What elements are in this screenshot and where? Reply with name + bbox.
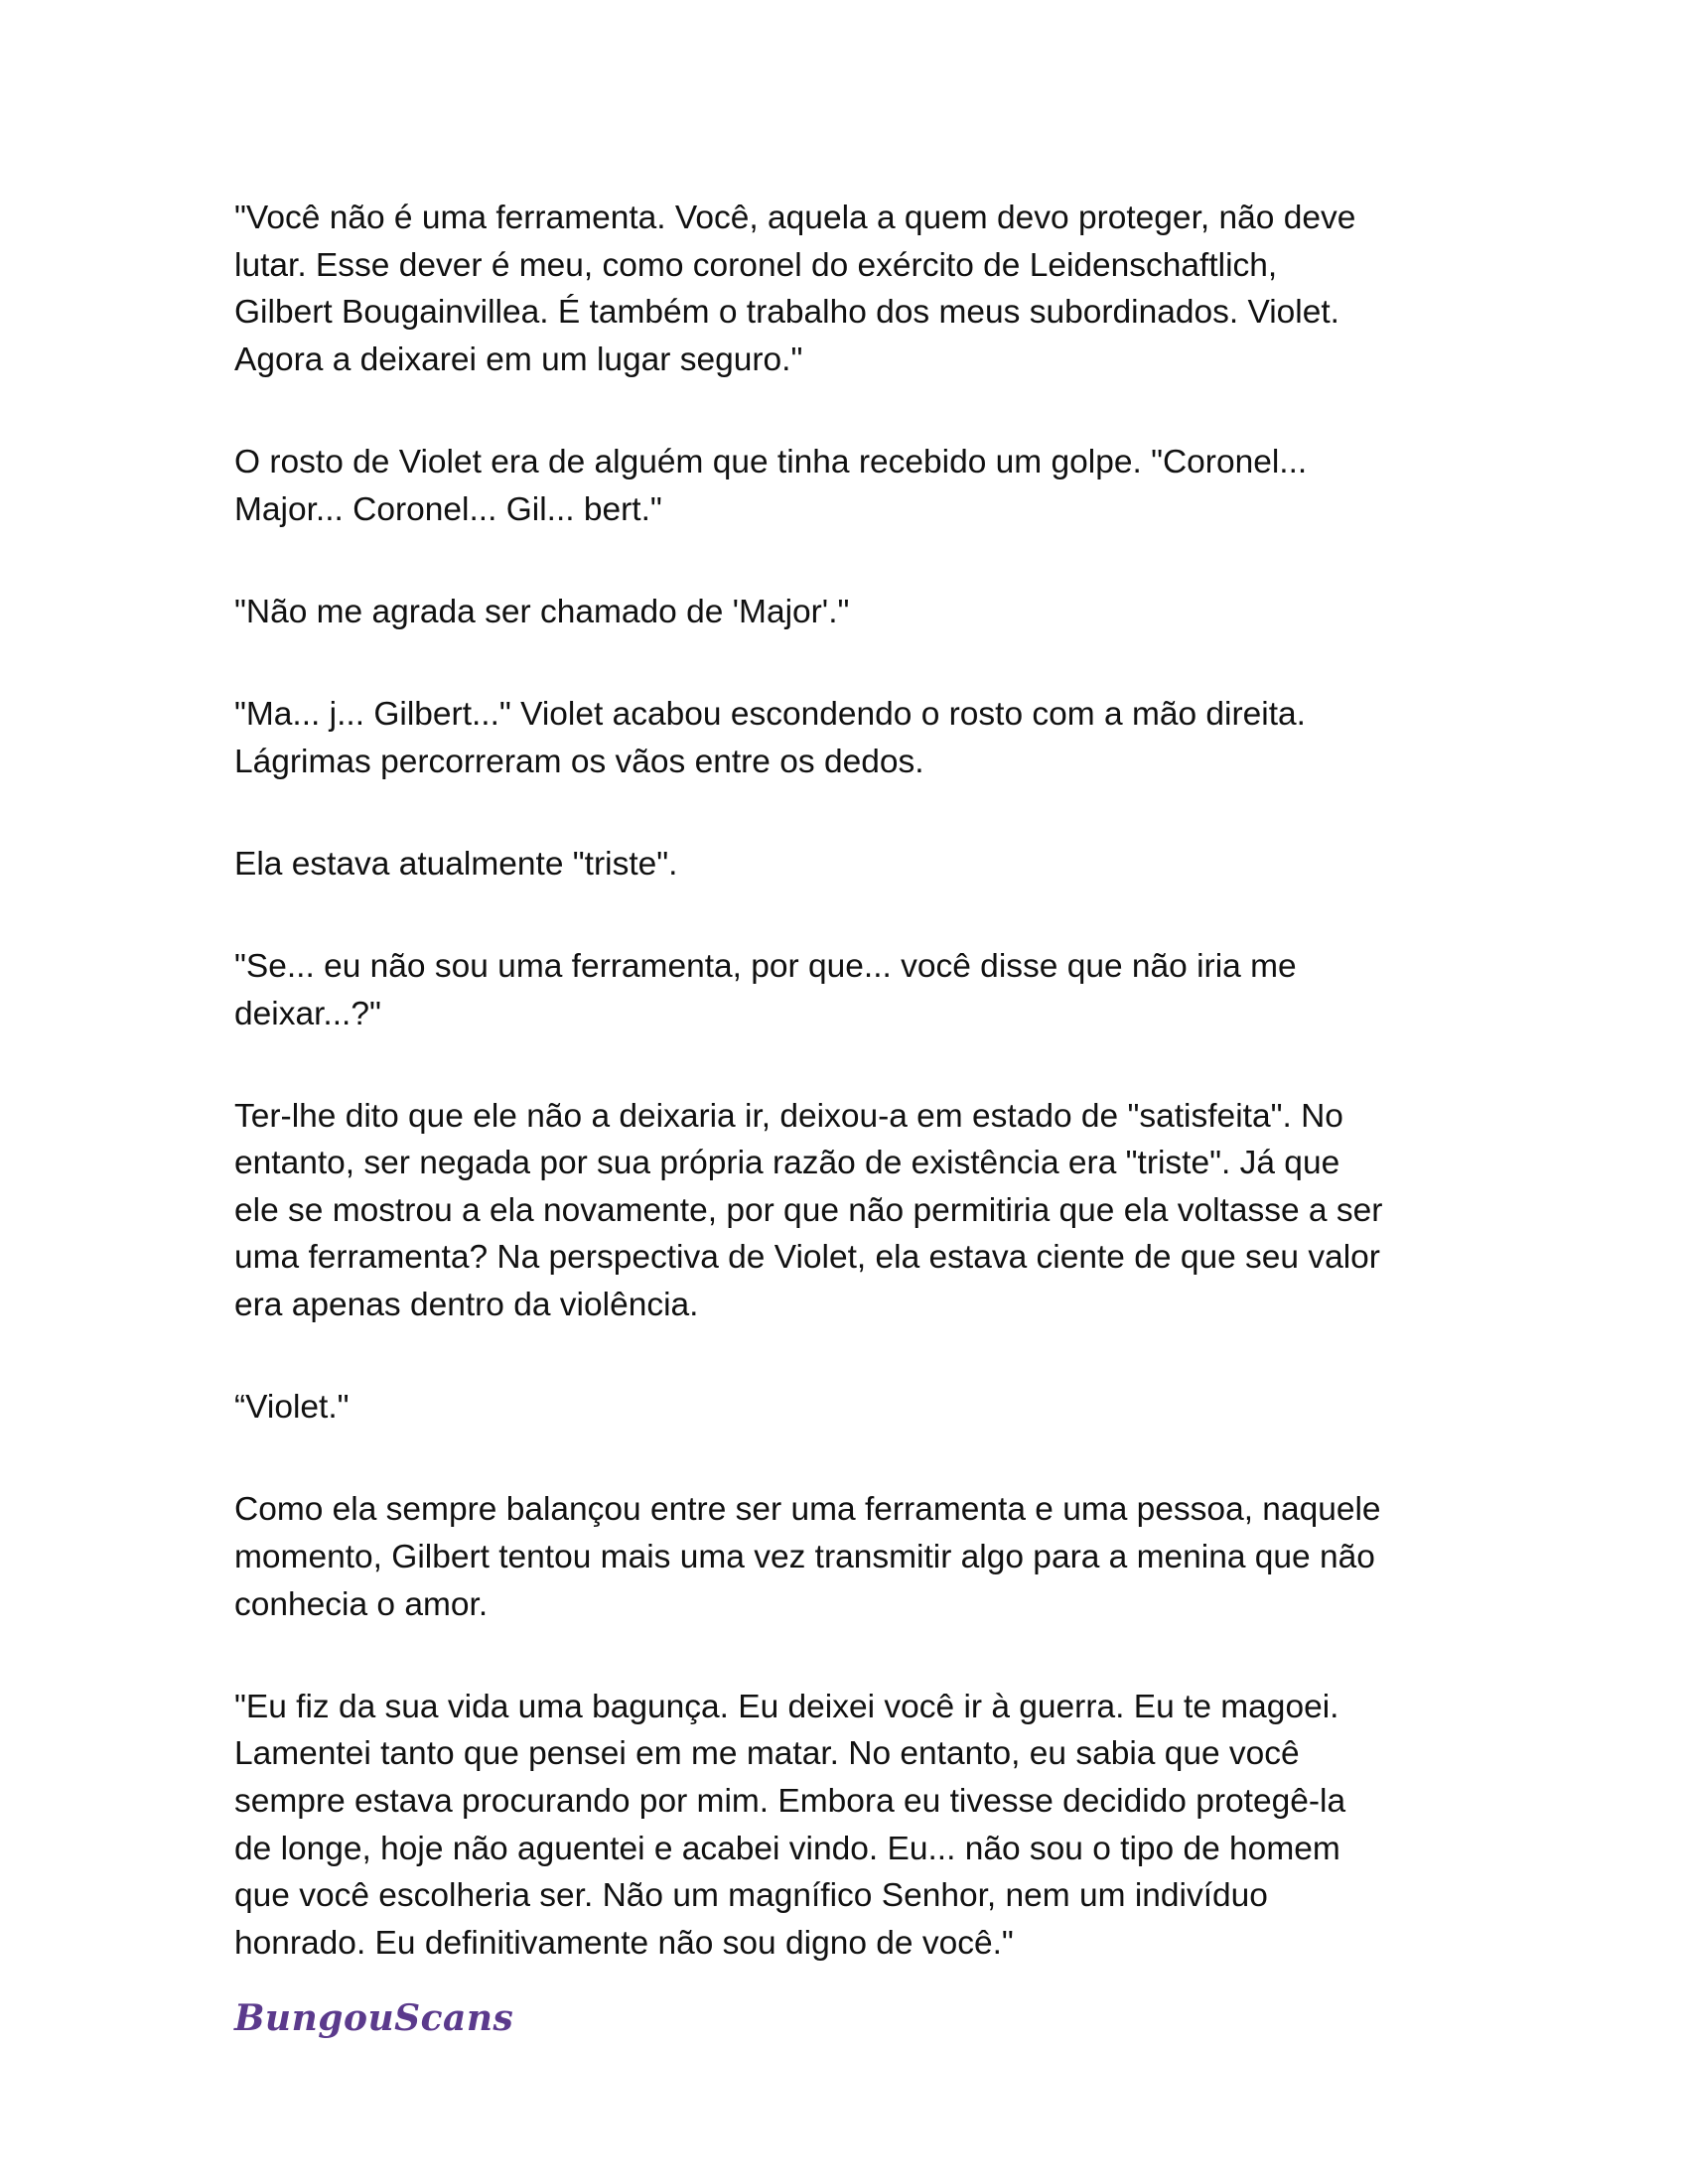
paragraph [234, 439, 1476, 533]
paragraph [234, 1684, 1476, 1968]
text-line: Agora a deixarei em um lugar seguro." [234, 341, 803, 378]
paragraph [234, 1093, 1476, 1329]
text-line: O rosto de Violet era de alguém que tinha recebido um golpe. "Coronel... [234, 443, 1308, 480]
text-line: que você escolheria ser. Não um magnífico Senhor, nem um indivíduo [234, 1877, 1268, 1915]
text-line: uma ferramenta? Na perspectiva de Violet, ela estava ciente de que seu valor [234, 1239, 1380, 1277]
text-line: Como ela sempre balançou entre ser uma ferramenta e uma pessoa, naquele [234, 1491, 1381, 1529]
text-line: Lágrimas percorreram os vãos entre os dedos. [234, 743, 924, 780]
paragraph [234, 195, 1476, 383]
text-line: de longe, hoje não aguentei e acabei vindo. Eu... não sou o tipo de homem [234, 1830, 1340, 1867]
text-line: Gilbert Bougainvillea. É também o trabalho dos meus subordinados. Violet. [234, 294, 1339, 332]
text-line: deixar...?" [234, 995, 381, 1032]
text-line: Major... Coronel... Gil... bert." [234, 490, 662, 528]
paragraph [234, 589, 1476, 636]
text-line: entanto, ser negada por sua própria razão de existência era "triste". Já que [234, 1145, 1340, 1182]
text-line: Lamentei tanto que pensei em me matar. No entanto, eu sabia que você [234, 1735, 1300, 1773]
text-line: honrado. Eu definitivamente não sou digno de você." [234, 1924, 1014, 1962]
paragraph [234, 1486, 1476, 1628]
text-line: "Se... eu não sou uma ferramenta, por que... você disse que não iria me [234, 947, 1297, 985]
paragraph [234, 943, 1476, 1037]
text-line: Ela estava atualmente "triste". [234, 845, 678, 883]
text-line: “Violet." [234, 1389, 350, 1427]
text-line: conhecia o amor. [234, 1585, 489, 1623]
paragraph [234, 841, 1476, 888]
paragraph [234, 691, 1476, 785]
text-line: momento, Gilbert tentou mais uma vez transmitir algo para a menina que não [234, 1539, 1375, 1576]
text-line: "Eu fiz da sua vida uma bagunça. Eu deixei você ir à guerra. Eu te magoei. [234, 1688, 1339, 1725]
text-line: "Ma... j... Gilbert..." Violet acabou escondendo o rosto com a mão direita. [234, 695, 1306, 733]
document-body [234, 195, 1476, 2022]
text-line: ele se mostrou a ela novamente, por que não permitiria que ela voltasse a ser [234, 1191, 1383, 1229]
text-line: era apenas dentro da violência. [234, 1287, 699, 1324]
text-line: Ter-lhe dito que ele não a deixaria ir, deixou-a em estado de "satisfeita". No [234, 1097, 1343, 1135]
text-line: "Não me agrada ser chamado de 'Major'." [234, 593, 850, 630]
paragraph [234, 1384, 1476, 1432]
text-line: lutar. Esse dever é meu, como coronel do exército de Leidenschaftlich, [234, 246, 1278, 284]
text-line: "Você não é uma ferramenta. Você, aquela a quem devo proteger, não deve [234, 200, 1356, 236]
text-line: sempre estava procurando por mim. Embora eu tivesse decidido protegê-la [234, 1783, 1346, 1820]
watermark-bungouscans: BungouScans [234, 1997, 514, 2039]
